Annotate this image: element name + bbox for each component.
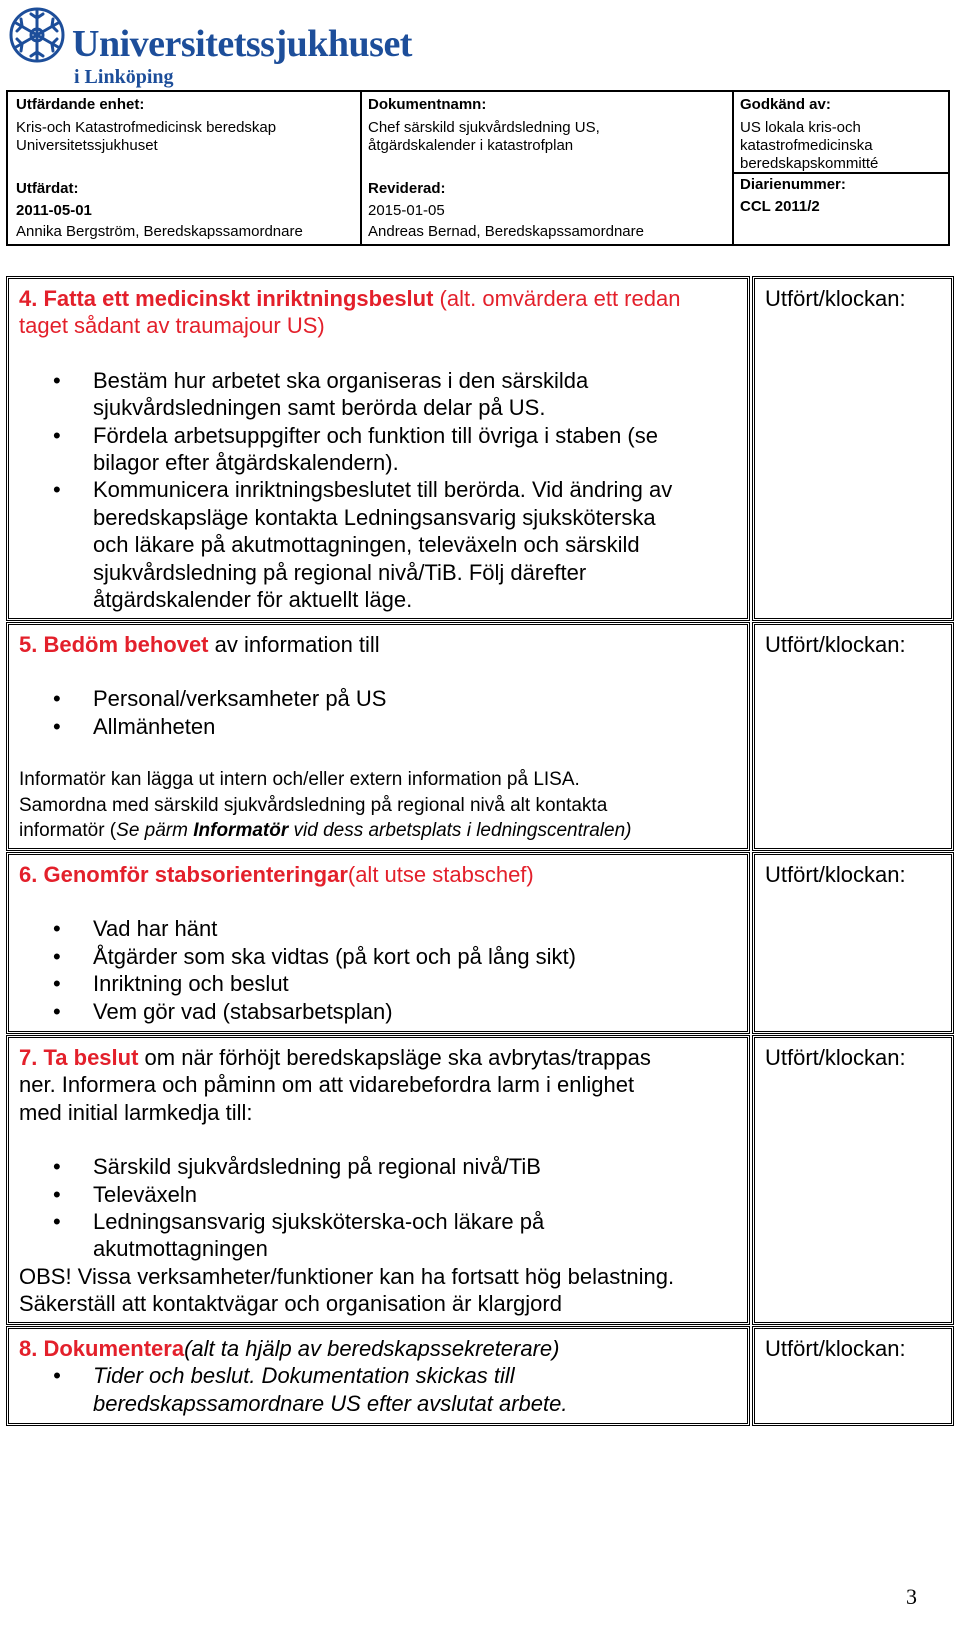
step-7-content [6,1035,750,1325]
hospital-logo [8,6,428,90]
step-5-heading [19,631,739,658]
header-column-approval [732,92,948,244]
page-number: 3 [906,1584,917,1609]
step-row-7 [6,1035,954,1325]
diary-label: Diarienummer: [740,176,846,193]
revised-date: 2015-01-05 [368,202,445,219]
step-7-obs-line2: Säkerställ att kontaktvägar och organisation är klargjord [19,1291,562,1317]
revised-by: Andreas Bernad, Beredskapssamordnare [368,223,644,240]
step-4-bullet-list [19,367,739,614]
step-4-heading-line2: taget sådant av traumajour US) [19,313,325,339]
step-7-title-suffix: om när förhöjt beredskapsläge ska avbrytas/trappas [138,1045,651,1070]
issued-label: Utfärdat: [16,180,79,197]
done-label: Utfört/klockan: [765,286,906,311]
step-8-title-suffix: (alt ta hjälp av beredskapssekreterare) [184,1336,560,1361]
step-8-title: Dokumentera [43,1336,185,1361]
approved-line1: US lokala kris-och [740,119,861,136]
step-7-line2: ner. Informera och påminn om att vidarebefordra larm i enlighet [19,1072,635,1098]
step-6-title-suffix: (alt utse stabschef) [347,862,534,887]
step-row-8 [6,1326,954,1426]
list-item: • Särskild sjukvårdsledning på regional nivå/TiB [19,1153,739,1180]
step-6-done-cell [752,852,954,1034]
step-6-number: 6. [19,862,38,887]
action-calendar-table [6,276,954,1480]
done-label: Utfört/klockan: [765,862,906,887]
step-5-title-suffix: av information till [208,632,380,657]
list-item: • Tider och beslut. Dokumentation skickas till beredskapssamordnare US efter avslutat arbete. [19,1362,739,1417]
step-5-done-cell [752,622,954,851]
step-7-obs-line1: OBS! Vissa verksamheter/funktioner kan ha fortsatt hög belastning. [19,1263,675,1289]
step-5-bullet-list [19,685,739,740]
logo-name: Universitetssjukhuset [72,23,412,65]
list-item: • Bestäm hur arbetet ska organiseras i den särskilda sjukvårdsledningen samt berörda delar på US. [19,367,739,422]
step-4-title: Fatta ett medicinskt inriktningsbeslut [43,286,434,311]
step-4-number: 4. [19,286,38,311]
step-8-content [6,1326,750,1426]
done-label: Utfört/klockan: [765,1336,906,1361]
unit-value-line2: Universitetssjukhuset [16,137,158,154]
issued-by: Annika Bergström, Beredskapssamordnare [16,223,303,240]
step-row-4 [6,276,954,621]
document-header-table [6,90,950,246]
step-4-done-cell [752,276,954,621]
step-6-content [6,852,750,1034]
list-item: • Kommunicera inriktningsbeslutet till berörda. Vid ändring av beredskapsläge kontakta Ledningsansvarig sjuksköterska och läkare på akutmottagningen, televäxeln och särskild sjukvårdsledning på regional nivå/TiB. Följ därefter åtgärdskalender för aktuellt läge. [19,476,739,613]
step-7-number: 7. [19,1045,38,1070]
approved-label: Godkänd av: [740,96,831,113]
approval-divider [732,172,948,174]
diary-value: CCL 2011/2 [740,198,820,215]
unit-value-line1: Kris-och Katastrofmedicinsk beredskap [16,119,277,136]
step-5-number: 5. [19,632,38,657]
revised-label: Reviderad: [368,180,446,197]
step-7-line3: med initial larmkedja till: [19,1099,253,1125]
list-item: • Allmänheten [19,713,739,740]
step-5-content [6,622,750,851]
step-7-title: Ta beslut [43,1045,139,1070]
list-item: • Vem gör vad (stabsarbetsplan) [19,998,739,1025]
step-4-title-suffix: (alt. omvärdera ett redan [433,286,681,311]
step-6-heading [19,861,739,888]
step-5-title: Bedöm behovet [43,632,209,657]
header-column-document [360,92,734,244]
docname-line1: Chef särskild sjukvårdsledning US, [368,119,600,136]
step-5-note: Informatör kan lägga ut intern och/eller extern information på LISA. Samordna med särskild sjukvårdsledning på regional nivå alt kontakta informatör (Se pärm Informatör vid dess arbetsplats i ledningscentralen) [19,769,632,842]
done-label: Utfört/klockan: [765,632,906,657]
step-8-number: 8. [19,1336,38,1361]
step-row-5 [6,622,954,851]
approved-line3: beredskapskommitté [740,155,879,172]
step-7-bullet-list [19,1153,739,1263]
step-8-heading [19,1335,739,1362]
list-item: • Fördela arbetsuppgifter och funktion till övriga i staben (se bilagor efter åtgärdskalendern). [19,422,739,477]
issued-date: 2011-05-01 [16,202,92,219]
step-4-heading [19,285,739,312]
docname-line2: åtgärdskalender i katastrofplan [368,137,574,154]
list-item: • Åtgärder som ska vidtas (på kort och på lång sikt) [19,943,739,970]
step-7-done-cell [752,1035,954,1325]
step-6-bullet-list [19,915,739,1025]
list-item: • Inriktning och beslut [19,970,739,997]
step-row-6 [6,852,954,1034]
snowflake-emblem-icon [8,6,66,64]
step-8-done-cell [752,1326,954,1426]
list-item: • Vad har hänt [19,915,739,942]
list-item: • Personal/verksamheter på US [19,685,739,712]
header-column-issuer [8,92,362,244]
docname-label: Dokumentnamn: [368,96,487,113]
done-label: Utfört/klockan: [765,1045,906,1070]
list-item: • Ledningsansvarig sjuksköterska-och läkare på akutmottagningen [19,1208,739,1263]
list-item: • Televäxeln [19,1181,739,1208]
approved-line2: katastrofmedicinska [740,137,873,154]
step-4-content [6,276,750,621]
step-7-heading [19,1044,739,1071]
step-8-bullet-list [19,1362,739,1417]
step-6-title: Genomför stabsorienteringar [43,862,348,887]
unit-label: Utfärdande enhet: [16,96,145,113]
logo-subtitle: i Linköping [74,66,174,88]
